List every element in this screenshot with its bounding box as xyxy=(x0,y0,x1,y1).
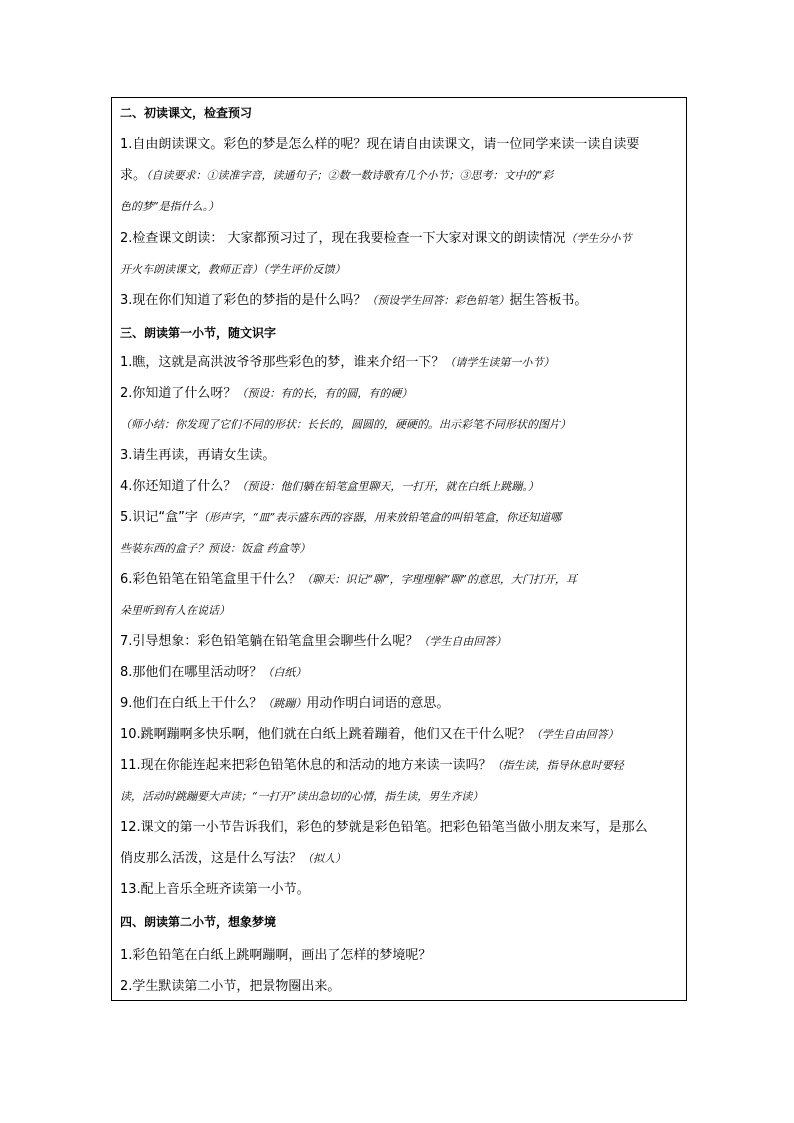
item-text: 5.识记“盒”字 xyxy=(120,510,198,525)
item-text: 12.课文的第一小节告诉我们，彩色的梦就是彩色铅笔。把彩色铅笔当做小朋友来写，是那么 xyxy=(120,820,648,835)
item-text: 10.跳啊蹦啊多快乐啊，他们就在白纸上跳着蹦着，他们又在干什么呢？ xyxy=(120,727,531,742)
item-note: （学生自由回答） xyxy=(418,635,507,648)
item-text: 6.彩色铅笔在铅笔盒里干什么？ xyxy=(120,572,302,587)
item-text: 8.那他们在哪里活动呀？ xyxy=(120,665,263,680)
item-note: （白纸） xyxy=(262,666,307,679)
item-note: （形声字，“皿”表示盛东西的容器，用来放铅笔盒的叫铅笔盒，你还知道哪 xyxy=(197,511,562,524)
item-note: 色的梦”是指什么。） xyxy=(120,200,220,213)
item-text: 求。 xyxy=(120,168,147,183)
section-heading: 三、朗读第一小节，随文识字 xyxy=(120,326,277,340)
item-note: 些装东西的盒子？预设：饭盒 药盒等） xyxy=(120,542,311,555)
item-note: （指生读，指导休息时要轻 xyxy=(491,759,624,772)
item-note: （预设学生回答：彩色铅笔） xyxy=(366,294,510,307)
item-note: 开火车朗读课文，教师正音）（学生评价反馈） xyxy=(120,263,346,276)
item-note: （学生自由回答） xyxy=(530,728,619,741)
item-text: 据生答板书。 xyxy=(509,293,588,308)
section-heading: 二、初读课文，检查预习 xyxy=(120,106,253,120)
item-note: 读，活动时跳蹦要大声读；“一打开”读出急切的心情，指生读，男生齐读） xyxy=(120,790,484,803)
item-text: 9.他们在白纸上干什么？ xyxy=(120,696,263,711)
item-note: （预设：有的长，有的圆，有的硬） xyxy=(236,387,413,400)
item-text: 1.自由朗读课文。彩色的梦是怎么样的呢？现在请自由读课文，请一位同学来读一读自读要 xyxy=(120,137,640,152)
item-text: 3.请生再读，再请女生读。 xyxy=(120,448,276,463)
item-text: 2.检查课文朗读： 大家都预习过了，现在我要检查一下大家对课文的朗读情况 xyxy=(120,231,566,246)
item-note: （预设：他们躺在铅笔盒里聊天，一打开，就在白纸上跳蹦。） xyxy=(236,480,539,493)
item-text: 2.你知道了什么呀？ xyxy=(120,386,237,401)
item-text: 4.你还知道了什么？ xyxy=(120,479,237,494)
item-text: 1.彩色铅笔在白纸上跳啊蹦啊，画出了怎样的梦境呢？ xyxy=(120,948,432,963)
list-item xyxy=(120,285,680,316)
item-text: 3.现在你们知道了彩色的梦指的是什么吗？ xyxy=(120,293,367,308)
list-item xyxy=(120,223,680,285)
item-text: 13.配上音乐全班齐读第一小节。 xyxy=(120,882,310,897)
item-text: 1.瞧，这就是高洪波爷爷那些彩色的梦，谁来介绍一下？ xyxy=(120,355,445,370)
item-note: （学生分小节 xyxy=(565,232,632,245)
section-heading: 四、朗读第二小节，想象梦境 xyxy=(120,915,277,929)
item-text: 11.现在你能连起来把彩色铅笔休息的和活动的地方来读一读吗？ xyxy=(120,758,492,773)
list-item xyxy=(120,940,680,1002)
item-text: 俏皮那么活泼，这是什么写法？ xyxy=(120,851,303,866)
item-note: （师小结：你发现了它们不同的形状：长长的，圆圆的，硬硬的。出示彩笔不同形状的图片） xyxy=(120,418,571,431)
item-note: （拟人） xyxy=(302,852,347,865)
lesson-plan-table xyxy=(111,97,687,1001)
list-item xyxy=(120,129,680,222)
item-text: 2.学生默读第二小节，把景物圈出来。 xyxy=(120,979,341,994)
list-item xyxy=(120,347,680,905)
item-text: 7.引导想象：彩色铅笔躺在铅笔盒里会聊些什么呢？ xyxy=(120,634,419,649)
item-note: （聊天：识记“聊”，字理理解“聊”的意思，大门打开，耳 xyxy=(301,573,577,586)
item-text: 用动作明白词语的意思。 xyxy=(306,696,450,711)
item-note: （跳蹦） xyxy=(262,697,307,710)
item-note: （自读要求：①读准字音，读通句子；②数一数诗歌有几个小节；③思考：文中的“彩 xyxy=(146,169,554,182)
item-note: 朵里听到有人在说话） xyxy=(120,604,230,617)
item-note: （请学生读第一小节） xyxy=(444,356,555,369)
